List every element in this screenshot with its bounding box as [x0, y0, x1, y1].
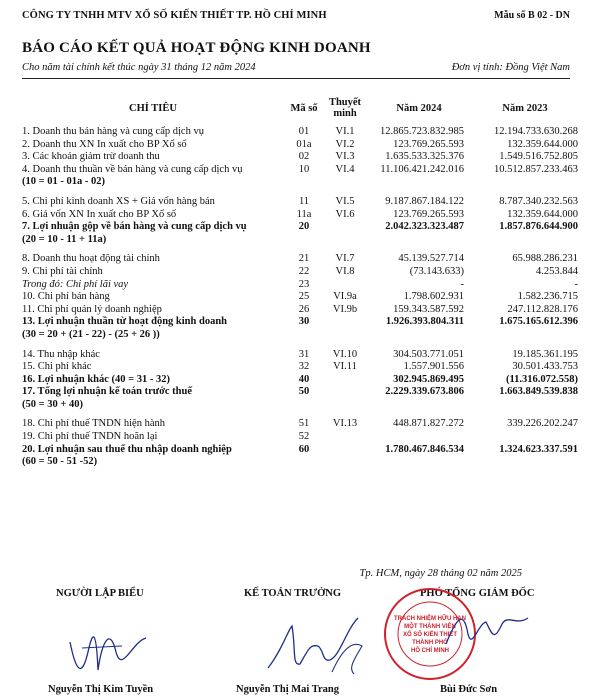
- row-value-2024: [366, 456, 472, 469]
- row-value-2023: 247.112.828.176: [507, 303, 578, 315]
- row-code: [284, 189, 324, 196]
- row-value-2023: [472, 399, 578, 412]
- row-value-2024: 159.343.587.592: [393, 303, 464, 315]
- table-row: [22, 266, 578, 279]
- row-code: 22: [298, 265, 310, 277]
- row-value-2024: 1.557.901.556: [403, 361, 464, 373]
- svg-text:MỘT THÀNH VIÊN: MỘT THÀNH VIÊN: [404, 624, 456, 630]
- row-code: 51: [298, 418, 310, 430]
- row-value-2024: 1.635.533.325.376: [385, 151, 464, 163]
- row-note: VI.4: [335, 163, 355, 175]
- row-item-label: 5. Chi phí kinh doanh XS + Giá vốn hàng bán: [22, 195, 215, 207]
- row-item-label: 18. Chi phí thuế TNDN hiện hành: [22, 418, 166, 430]
- row-note: [324, 444, 366, 457]
- row-value-2023: 4.253.844: [536, 265, 578, 277]
- column-header-note-line2: minh: [333, 108, 357, 119]
- signing-date: Tp. HCM, ngày 28 tháng 02 năm 2025: [359, 568, 522, 579]
- row-code: 11: [298, 195, 310, 207]
- row-value-2024: 45.139.527.714: [398, 253, 464, 265]
- row-value-2023: [472, 411, 578, 418]
- row-note: [324, 386, 366, 399]
- row-note: [324, 411, 366, 418]
- row-value-2023: [472, 189, 578, 196]
- row-note: [324, 189, 366, 196]
- signature-block: [22, 568, 570, 696]
- table-row: [22, 349, 578, 362]
- row-item-label: 6. Giá vốn XN In xuất cho BP Xổ số: [22, 208, 177, 220]
- row-item-label: 13. Lợi nhuận thuần từ hoạt động kinh doanh: [22, 316, 228, 328]
- director-signature: [442, 604, 532, 664]
- table-row: [22, 176, 578, 189]
- row-value-2023: 1.582.236.715: [517, 291, 578, 303]
- row-value-2024: [366, 399, 472, 412]
- row-value-2024: 123.769.265.593: [393, 138, 464, 150]
- row-note: VI.8: [335, 265, 355, 277]
- row-note: [324, 176, 366, 189]
- row-note: VI.6: [335, 208, 355, 220]
- row-code: 23: [298, 278, 310, 290]
- preparer-name: Nguyễn Thị Kim Tuyền: [48, 684, 154, 695]
- report-period: Cho năm tài chính kết thúc ngày 31 tháng 12 năm 2024: [22, 62, 256, 73]
- table-row: [22, 329, 578, 342]
- preparer-signature: [62, 612, 152, 682]
- report-subline: [22, 62, 570, 73]
- row-note: VI.5: [335, 195, 355, 207]
- table-row: [22, 279, 578, 292]
- row-code: 40: [298, 373, 310, 385]
- row-value-2023: [472, 176, 578, 189]
- row-value-2024: (73.143.633): [409, 265, 464, 277]
- row-code: 20: [298, 221, 310, 233]
- company-name: CÔNG TY TNHH MTV XỔ SỐ KIẾN THIẾT TP. HỒ CHÍ MINH: [22, 10, 327, 21]
- row-note: VI.3: [335, 151, 355, 163]
- report-title: BÁO CÁO KẾT QUẢ HOẠT ĐỘNG KINH DOANH: [22, 40, 371, 56]
- row-note: VI.10: [332, 348, 358, 360]
- row-value-2024: [366, 431, 472, 444]
- spacer-row: [22, 246, 578, 253]
- row-item-label: 10. Chi phí bán hàng: [22, 291, 110, 303]
- svg-text:TRÁCH NHIỆM HỮU HẠN: TRÁCH NHIỆM HỮU HẠN: [394, 616, 466, 622]
- row-note: VI.1: [335, 126, 355, 137]
- table-row: [22, 221, 578, 234]
- row-item-label: 7. Lợi nhuận gộp về bán hàng và cung cấp dịch vụ: [22, 221, 247, 233]
- column-header-2024: Năm 2024: [396, 102, 442, 114]
- row-value-2023: 10.512.857.233.463: [494, 163, 578, 175]
- row-code: 21: [298, 253, 310, 265]
- row-item-label: (50 = 30 + 40): [22, 398, 83, 410]
- table-row: [22, 253, 578, 266]
- row-item-label: 1. Doanh thu bán hàng và cung cấp dịch vụ: [22, 126, 204, 137]
- row-code: 25: [298, 291, 310, 303]
- row-item-label: 15. Chi phí khác: [22, 361, 92, 373]
- row-note: VI.13: [332, 418, 358, 430]
- column-header-code: Mã số: [290, 102, 318, 114]
- table-header-row: [22, 90, 578, 126]
- row-value-2023: -: [574, 278, 578, 290]
- row-value-2023: [472, 234, 578, 247]
- row-code: [284, 234, 324, 247]
- row-item-label: (60 = 50 - 51 -52): [22, 456, 98, 468]
- row-value-2024: 11.106.421.242.016: [380, 163, 464, 175]
- table-row: [22, 431, 578, 444]
- table-row: [22, 139, 578, 152]
- row-item-label: 11. Chi phí quản lý doanh nghiệp: [22, 303, 162, 315]
- director-name: Bùi Đức Sơn: [440, 684, 498, 695]
- row-item-label: 3. Các khoản giảm trừ doanh thu: [22, 151, 160, 163]
- row-item-label: 19. Chi phí thuế TNDN hoãn lại: [22, 431, 158, 443]
- table-row: [22, 196, 578, 209]
- row-code: [284, 342, 324, 349]
- row-item-label: (20 = 10 - 11 + 11a): [22, 233, 107, 245]
- table-row: [22, 386, 578, 399]
- table-row: [22, 164, 578, 177]
- row-item-label: 20. Lợi nhuận sau thuế thu nhập doanh nghiệp: [22, 443, 232, 455]
- column-header-note: [324, 90, 366, 126]
- row-value-2024: [366, 189, 472, 196]
- row-note: VI.2: [335, 138, 355, 150]
- row-value-2024: [366, 342, 472, 349]
- svg-text:THÀNH PHỐ: THÀNH PHỐ: [412, 640, 448, 646]
- preparer-role: NGƯỜI LẬP BIỂU: [56, 588, 144, 599]
- row-value-2024: 9.187.867.184.122: [385, 195, 464, 207]
- column-header-2023: Năm 2023: [502, 102, 548, 114]
- row-code: 01: [298, 126, 310, 137]
- row-value-2023: 1.675.165.612.396: [499, 316, 578, 328]
- table-row: [22, 291, 578, 304]
- table-row: [22, 316, 578, 329]
- row-note: [324, 431, 366, 444]
- row-value-2024: -: [460, 278, 464, 290]
- svg-text:XỔ SỐ KIẾN THIẾT: XỔ SỐ KIẾN THIẾT: [402, 632, 458, 638]
- row-value-2024: 304.503.771.051: [393, 348, 464, 360]
- table-row: [22, 151, 578, 164]
- row-value-2023: 132.359.644.000: [507, 138, 578, 150]
- row-value-2023: 30.501.433.753: [512, 361, 578, 373]
- row-code: [284, 246, 324, 253]
- row-note: [324, 342, 366, 349]
- row-value-2024: 1.798.602.931: [403, 291, 464, 303]
- row-item-label: [22, 246, 284, 253]
- row-value-2024: [366, 329, 472, 342]
- row-value-2024: [366, 246, 472, 253]
- row-value-2023: [472, 431, 578, 444]
- row-code: 52: [298, 431, 310, 443]
- form-code: Mẫu số B 02 - DN: [494, 10, 570, 21]
- row-note: [324, 374, 366, 387]
- row-value-2024: [366, 411, 472, 418]
- row-note: [324, 329, 366, 342]
- column-header-item: CHỈ TIÊU: [129, 102, 177, 114]
- svg-text:HỒ CHÍ MINH: HỒ CHÍ MINH: [411, 648, 449, 654]
- row-value-2024: 1.926.393.804.311: [385, 316, 464, 328]
- row-code: [284, 411, 324, 418]
- row-item-label: [22, 411, 284, 418]
- table-row: [22, 304, 578, 317]
- row-item-label: 17. Tổng lợi nhuận kế toán trước thuế: [22, 386, 193, 398]
- row-value-2023: [472, 329, 578, 342]
- row-value-2024: 2.229.339.673.806: [385, 386, 464, 398]
- row-item-label: 8. Doanh thu hoạt động tài chính: [22, 253, 160, 265]
- table-body: [22, 126, 578, 469]
- row-value-2023: 1.549.516.752.805: [499, 151, 578, 163]
- row-value-2024: [366, 176, 472, 189]
- accountant-name: Nguyễn Thị Mai Trang: [236, 684, 339, 695]
- row-value-2023: [472, 246, 578, 253]
- row-value-2023: 1.324.623.337.591: [499, 443, 578, 455]
- table-row: [22, 456, 578, 469]
- row-value-2023: (11.316.072.558): [505, 373, 578, 385]
- row-note: [324, 316, 366, 329]
- table-row: [22, 361, 578, 374]
- row-value-2024: [366, 234, 472, 247]
- row-code: [284, 176, 324, 189]
- row-code: 30: [298, 316, 310, 328]
- table-row: [22, 418, 578, 431]
- row-value-2023: 12.194.733.630.268: [494, 126, 578, 137]
- row-note: VI.7: [335, 253, 355, 265]
- currency-unit: Đơn vị tính: Đồng Việt Nam: [451, 62, 570, 73]
- table-row: [22, 444, 578, 457]
- row-code: [284, 399, 324, 412]
- row-code: 31: [298, 348, 310, 360]
- row-note: [324, 246, 366, 253]
- row-value-2023: 65.988.286.231: [512, 253, 578, 265]
- row-value-2024: 1.780.467.846.534: [385, 443, 464, 455]
- document-top-line: [22, 10, 570, 24]
- row-note: [324, 279, 366, 292]
- row-value-2023: 339.226.202.247: [507, 418, 578, 430]
- row-note: [324, 456, 366, 469]
- spacer-row: [22, 411, 578, 418]
- row-value-2023: 132.359.644.000: [507, 208, 578, 220]
- row-value-2024: 12.865.723.832.985: [380, 126, 464, 137]
- table-row: [22, 209, 578, 222]
- row-value-2024: 302.945.869.495: [393, 373, 464, 385]
- row-code: [284, 456, 324, 469]
- row-value-2023: 19.185.361.195: [512, 348, 578, 360]
- row-item-label: 4. Doanh thu thuần về bán hàng và cung cấp dịch vụ: [22, 163, 243, 175]
- row-note: VI.11: [333, 361, 357, 373]
- accountant-role: KẾ TOÁN TRƯỞNG: [244, 588, 342, 599]
- row-item-label: Trong đó: Chi phí lãi vay: [22, 278, 129, 290]
- row-note: [324, 234, 366, 247]
- row-value-2023: 1.663.849.539.838: [499, 386, 578, 398]
- row-value-2024: 123.769.265.593: [393, 208, 464, 220]
- row-item-label: [22, 189, 284, 196]
- row-item-label: 16. Lợi nhuận khác (40 = 31 - 32): [22, 373, 171, 385]
- row-code: 60: [298, 443, 310, 455]
- row-note: [324, 221, 366, 234]
- row-note: [324, 399, 366, 412]
- row-code: 02: [298, 151, 310, 163]
- row-code: 32: [298, 361, 310, 373]
- table-row: [22, 374, 578, 387]
- row-value-2023: [472, 342, 578, 349]
- spacer-row: [22, 189, 578, 196]
- row-item-label: (30 = 20 + (21 - 22) - (25 + 26 )): [22, 328, 160, 340]
- income-statement-table: [22, 90, 578, 469]
- row-note: VI.9a: [333, 291, 357, 303]
- row-code: 10: [298, 163, 310, 175]
- row-code: 50: [298, 386, 310, 398]
- row-code: 01a: [296, 138, 312, 150]
- row-item-label: 9. Chi phí tài chính: [22, 265, 103, 277]
- row-item-label: (10 = 01 - 01a - 02): [22, 176, 105, 188]
- table-row: [22, 399, 578, 412]
- row-code: 11a: [296, 208, 312, 220]
- header-divider: [22, 78, 570, 79]
- row-item-label: 2. Doanh thu XN In xuất cho BP Xổ số: [22, 138, 187, 150]
- row-item-label: [22, 342, 284, 349]
- row-value-2023: [472, 456, 578, 469]
- row-code: 26: [298, 303, 310, 315]
- table-row: [22, 234, 578, 247]
- table-row: [22, 126, 578, 139]
- row-value-2024: 2.042.323.323.487: [385, 221, 464, 233]
- row-value-2024: 448.871.827.272: [393, 418, 464, 430]
- row-item-label: 14. Thu nhập khác: [22, 348, 100, 360]
- director-role: PHÓ TỔNG GIÁM ĐỐC: [420, 588, 535, 599]
- accountant-signature: [262, 610, 372, 682]
- row-code: [284, 329, 324, 342]
- row-value-2023: 8.787.340.232.563: [499, 195, 578, 207]
- column-header-note-line1: Thuyết: [328, 97, 362, 108]
- row-note: VI.9b: [332, 303, 358, 315]
- row-value-2023: 1.857.876.644.900: [499, 221, 578, 233]
- spacer-row: [22, 342, 578, 349]
